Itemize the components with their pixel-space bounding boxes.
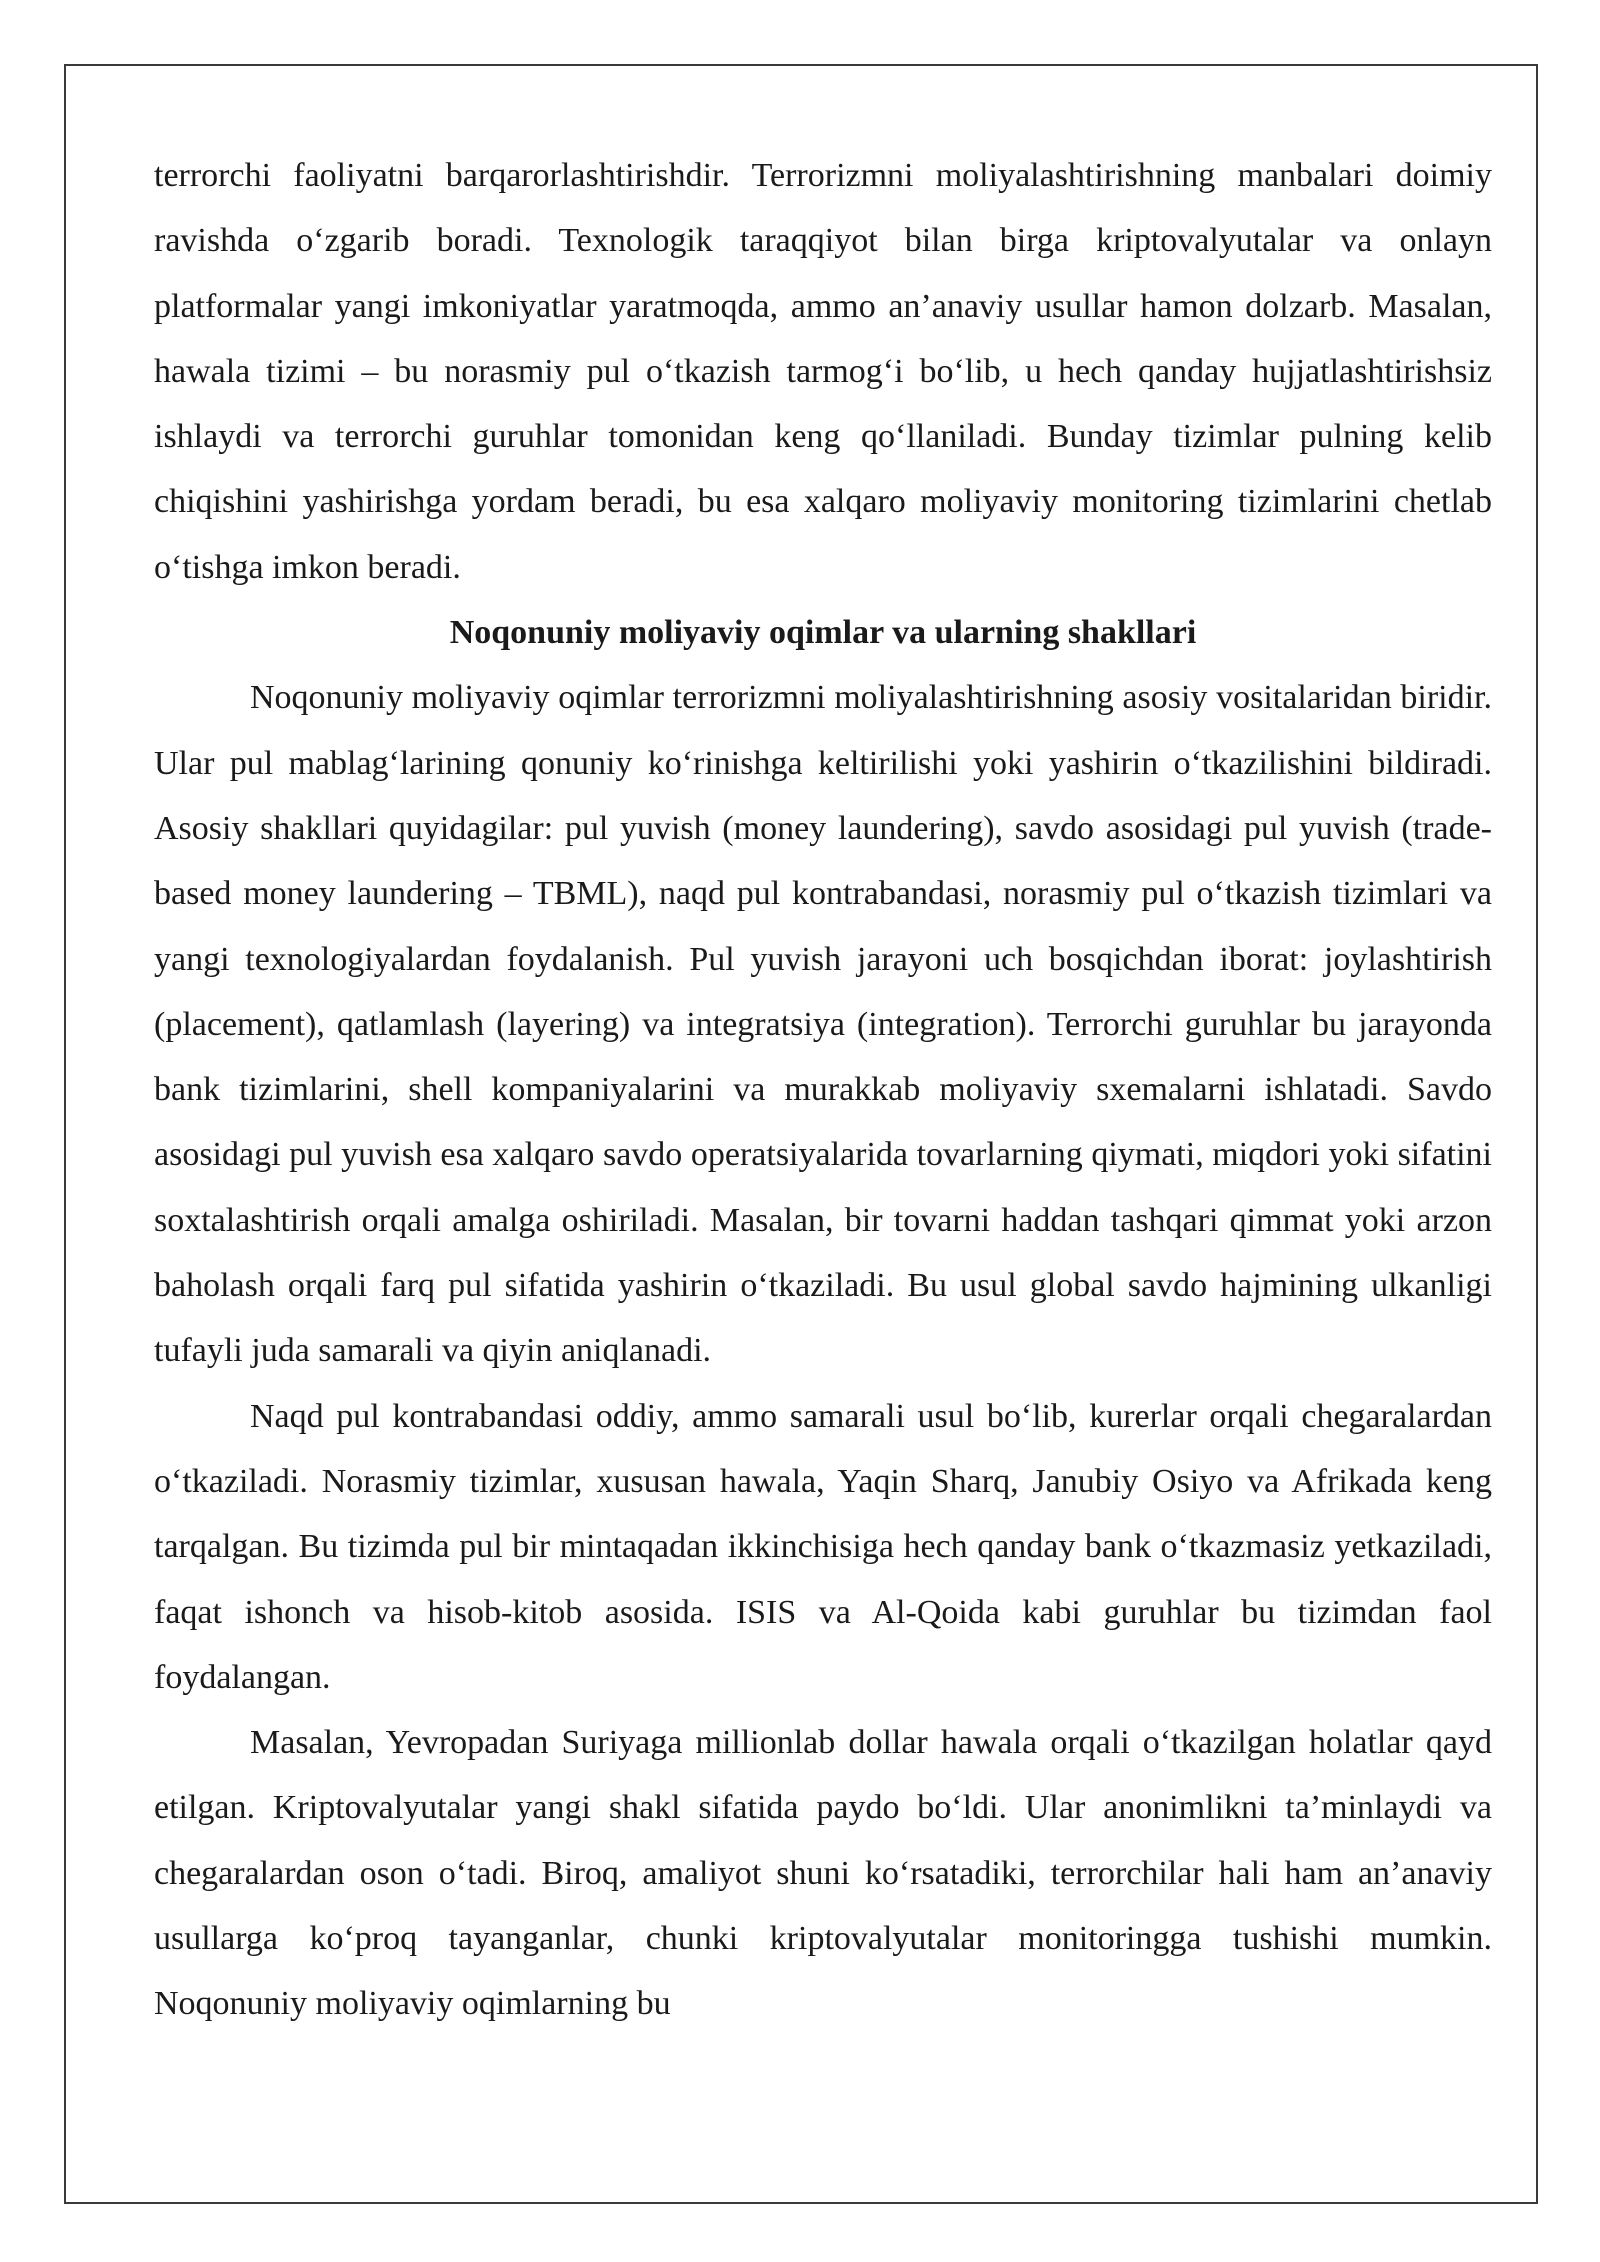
paragraph-1: terrorchi faoliyatni barqarorlashtirishdir. Terrorizmni moliyalashtirishning manbalari doimiy ravishda o‘zgarib boradi. Texnologik taraqqiyot bilan birga kriptovalyutalar va onlayn platformalar yangi imkoniyatlar yaratmoqda, ammo an’anaviy usullar hamon dolzarb. Masalan, hawala tizimi – bu norasmiy pul o‘tkazish tarmog‘i bo‘lib, u hech qanday hujjatlashtirishsiz ishlaydi va terrorchi guruhlar tomonidan keng qo‘llaniladi. Bunday tizimlar pulning kelib chiqishini yashirishga yordam beradi, bu esa xalqaro moliyaviy monitoring tizimlarini chetlab o‘tishga imkon beradi. xyxy=(154,157,1492,586)
paragraph-2: Noqonuniy moliyaviy oqimlar terrorizmni moliyalashtirishning asosiy vositalaridan biridir. Ular pul mablag‘larining qonuniy ko‘rinishga keltirilishi yoki yashirin o‘tkazilishini bildiradi. Asosiy shakllari quyidagilar: pul yuvish (money laundering), savdo asosidagi pul yuvish (trade-based money laundering – TBML), naqd pul kontrabandasi, norasmiy pul o‘tkazish tizimlari va yangi texnologiyalardan foydalanish. Pul yuvish jarayoni uch bosqichdan iborat: joylashtirish (placement), qatlamlash (layering) va integratsiya (integration). Terrorchi guruhlar bu jarayonda bank tizimlarini, shell kompaniyalarini va murakkab moliyaviy sxemalarni ishlatadi. Savdo asosidagi pul yuvish esa xalqaro savdo operatsiyalarida tovarlarning qiymati, miqdori yoki sifatini soxtalashtirish orqali amalga oshiriladi. Masalan, bir tovarni haddan tashqari qimmat yoki arzon baholash orqali farq pul sifatida yashirin o‘tkaziladi. Bu usul global savdo hajmining ulkanligi tufayli juda samarali va qiyin aniqlanadi. xyxy=(154,679,1492,1370)
paragraph-3: Naqd pul kontrabandasi oddiy, ammo samarali usul bo‘lib, kurerlar orqali chegaralardan o‘tkaziladi. Norasmiy tizimlar, xususan hawala, Yaqin Sharq, Janubiy Osiyo va Afrikada keng tarqalgan. Bu tizimda pul bir mintaqadan ikkinchisiga hech qanday bank o‘tkazmasiz yetkaziladi, faqat ishonch va hisob-kitob asosida. ISIS va Al-Qoida kabi guruhlar bu tizimdan faol foydalangan. xyxy=(154,1397,1492,1696)
section-heading: Noqonuniy moliyaviy oqimlar va ularning shakllari xyxy=(449,614,1197,652)
document-body xyxy=(154,143,1492,2037)
paragraph-4: Masalan, Yevropadan Suriyaga millionlab dollar hawala orqali o‘tkazilgan holatlar qayd etilgan. Kriptovalyutalar yangi shakl sifatida paydo bo‘ldi. Ular anonimlikni ta’minlaydi va chegaralardan oson o‘tadi. Biroq, amaliyot shuni ko‘rsatadiki, terrorchilar hali ham an’anaviy usullarga ko‘proq tayanganlar, chunki kriptovalyutalar monitoringga tushishi mumkin. Noqonuniy moliyaviy oqimlarning bu xyxy=(154,1724,1492,2023)
